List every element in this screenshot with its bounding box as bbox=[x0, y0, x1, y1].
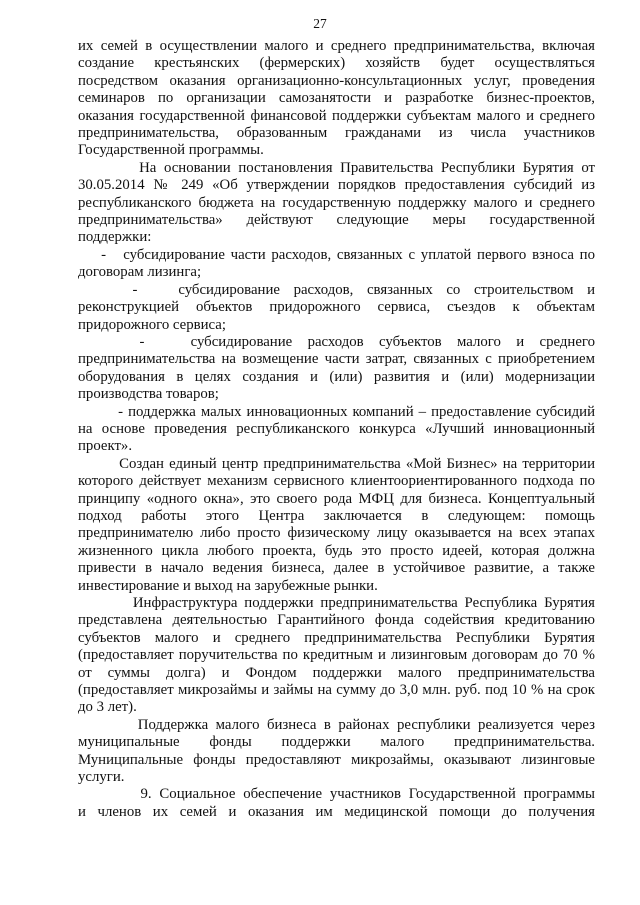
text-line: посредством оказания организационно-консультационных услуг, проведения bbox=[78, 72, 595, 89]
text-line: представлена деятельностью Гарантийного фонда содействия кредитованию bbox=[78, 612, 595, 629]
text-line: оказания государственной финансовой поддержки субъектам малого и среднего bbox=[78, 107, 595, 124]
text-line: предпринимательства» действуют следующие меры государственной bbox=[78, 212, 595, 229]
text-line: производства товаров; bbox=[78, 386, 219, 403]
text-line: (предоставляет поручительства по кредитным и лизинговым договорам до 70 % bbox=[78, 647, 595, 664]
text-line: Государственной программы. bbox=[78, 142, 264, 159]
text-line: реконструкцией объектов придорожного сервиса, съездов к объектам bbox=[78, 299, 595, 316]
text-line: которого действует механизм сервисного клиентоориентированного подхода по bbox=[78, 473, 595, 490]
paragraph-5 bbox=[78, 334, 595, 404]
text-line: проект». bbox=[78, 438, 133, 455]
page-number: 27 bbox=[313, 16, 327, 31]
paragraph-8 bbox=[78, 595, 595, 717]
paragraph-7 bbox=[78, 456, 595, 595]
paragraph-6 bbox=[78, 404, 595, 456]
text-line: Поддержка малого бизнеса в районах республики реализуется через bbox=[78, 716, 595, 733]
paragraph-1 bbox=[78, 38, 595, 160]
text-line: 9. Социальное обеспечение участников Государственной программы bbox=[78, 786, 595, 803]
text-line: На основании постановления Правительства Республики Бурятия от bbox=[78, 159, 595, 176]
paragraph-4 bbox=[78, 282, 595, 334]
text-line: республиканского бюджета на государственную поддержку малого и среднего bbox=[78, 194, 595, 211]
text-line: Создан единый центр предпринимательства «Мой Бизнес» на территории bbox=[78, 455, 595, 472]
text-line: договорам лизинга; bbox=[78, 264, 202, 281]
text-line: услуги. bbox=[78, 769, 125, 786]
paragraph-10 bbox=[78, 786, 595, 821]
body-text bbox=[78, 38, 595, 821]
text-line: от суммы долга) и Фондом поддержки малого предпринимательства bbox=[78, 664, 595, 681]
text-line: принципу «одного окна», это своего рода МФЦ для бизнеса. Концептуальный bbox=[78, 490, 595, 507]
text-line: - субсидирование расходов, связанных со строительством и bbox=[78, 281, 595, 298]
text-line: придорожного сервиса; bbox=[78, 316, 226, 333]
text-line: и членов их семей и оказания им медицинской помощи до получения bbox=[78, 803, 595, 820]
text-line: (предоставляет микрозаймы и займы на сумму до 3,0 млн. руб. под 10 % на срок bbox=[78, 682, 595, 699]
text-line: - поддержка малых инновационных компаний – предоставление субсидий bbox=[78, 403, 595, 420]
text-line: - субсидирование расходов субъектов малого и среднего bbox=[78, 333, 595, 350]
text-line: муниципальные фонды поддержки малого предпринимательства. bbox=[78, 734, 595, 751]
text-line: субъектов малого и среднего предпринимательства Республики Бурятия bbox=[78, 629, 595, 646]
text-line: поддержки: bbox=[78, 229, 152, 246]
text-line: Муниципальные фонды предоставляют микрозаймы, оказывают лизинговые bbox=[78, 751, 595, 768]
text-line: подход работы этого Центра заключается в следующем: помощь bbox=[78, 507, 595, 524]
text-line: их семей в осуществлении малого и среднего предпринимательства, включая bbox=[78, 38, 595, 54]
text-line: привести в начало ведения бизнеса, далее в устойчивое развитие, а также bbox=[78, 560, 595, 577]
text-line: предпринимательства, образованным гражданами из числа участников bbox=[78, 125, 595, 142]
text-line: предпринимателю либо просто физическому лицу оказывается на всех этапах bbox=[78, 525, 595, 542]
text-line: предпринимательства на возмещение части затрат, связанных с приобретением bbox=[78, 351, 595, 368]
paragraph-3 bbox=[78, 247, 595, 282]
text-line: 30.05.2014 № 249 «Об утверждении порядков предоставления субсидий из bbox=[78, 177, 595, 194]
text-line: на основе проведения республиканского конкурса «Лучший инновационный bbox=[78, 420, 595, 437]
text-line: Инфраструктура поддержки предпринимательства Республика Бурятия bbox=[78, 595, 595, 611]
text-line: инвестирование и выход на зарубежные рынки. bbox=[78, 577, 378, 594]
paragraph-2 bbox=[78, 160, 595, 247]
text-line: семинаров по организации самозанятости и разработке бизнес-проектов, bbox=[78, 90, 595, 107]
text-line: создание крестьянских (фермерских) хозяйств будет осуществляться bbox=[78, 55, 595, 72]
text-line: до 3 лет). bbox=[78, 699, 137, 716]
text-line: жизненного цикла любого проекта, будь это просто идеей, которая должна bbox=[78, 542, 595, 559]
text-line: оборудования в целях создания и (или) развития и (или) модернизации bbox=[78, 368, 595, 385]
text-line: - субсидирование части расходов, связанных с уплатой первого взноса по bbox=[78, 246, 595, 263]
paragraph-9 bbox=[78, 717, 595, 787]
